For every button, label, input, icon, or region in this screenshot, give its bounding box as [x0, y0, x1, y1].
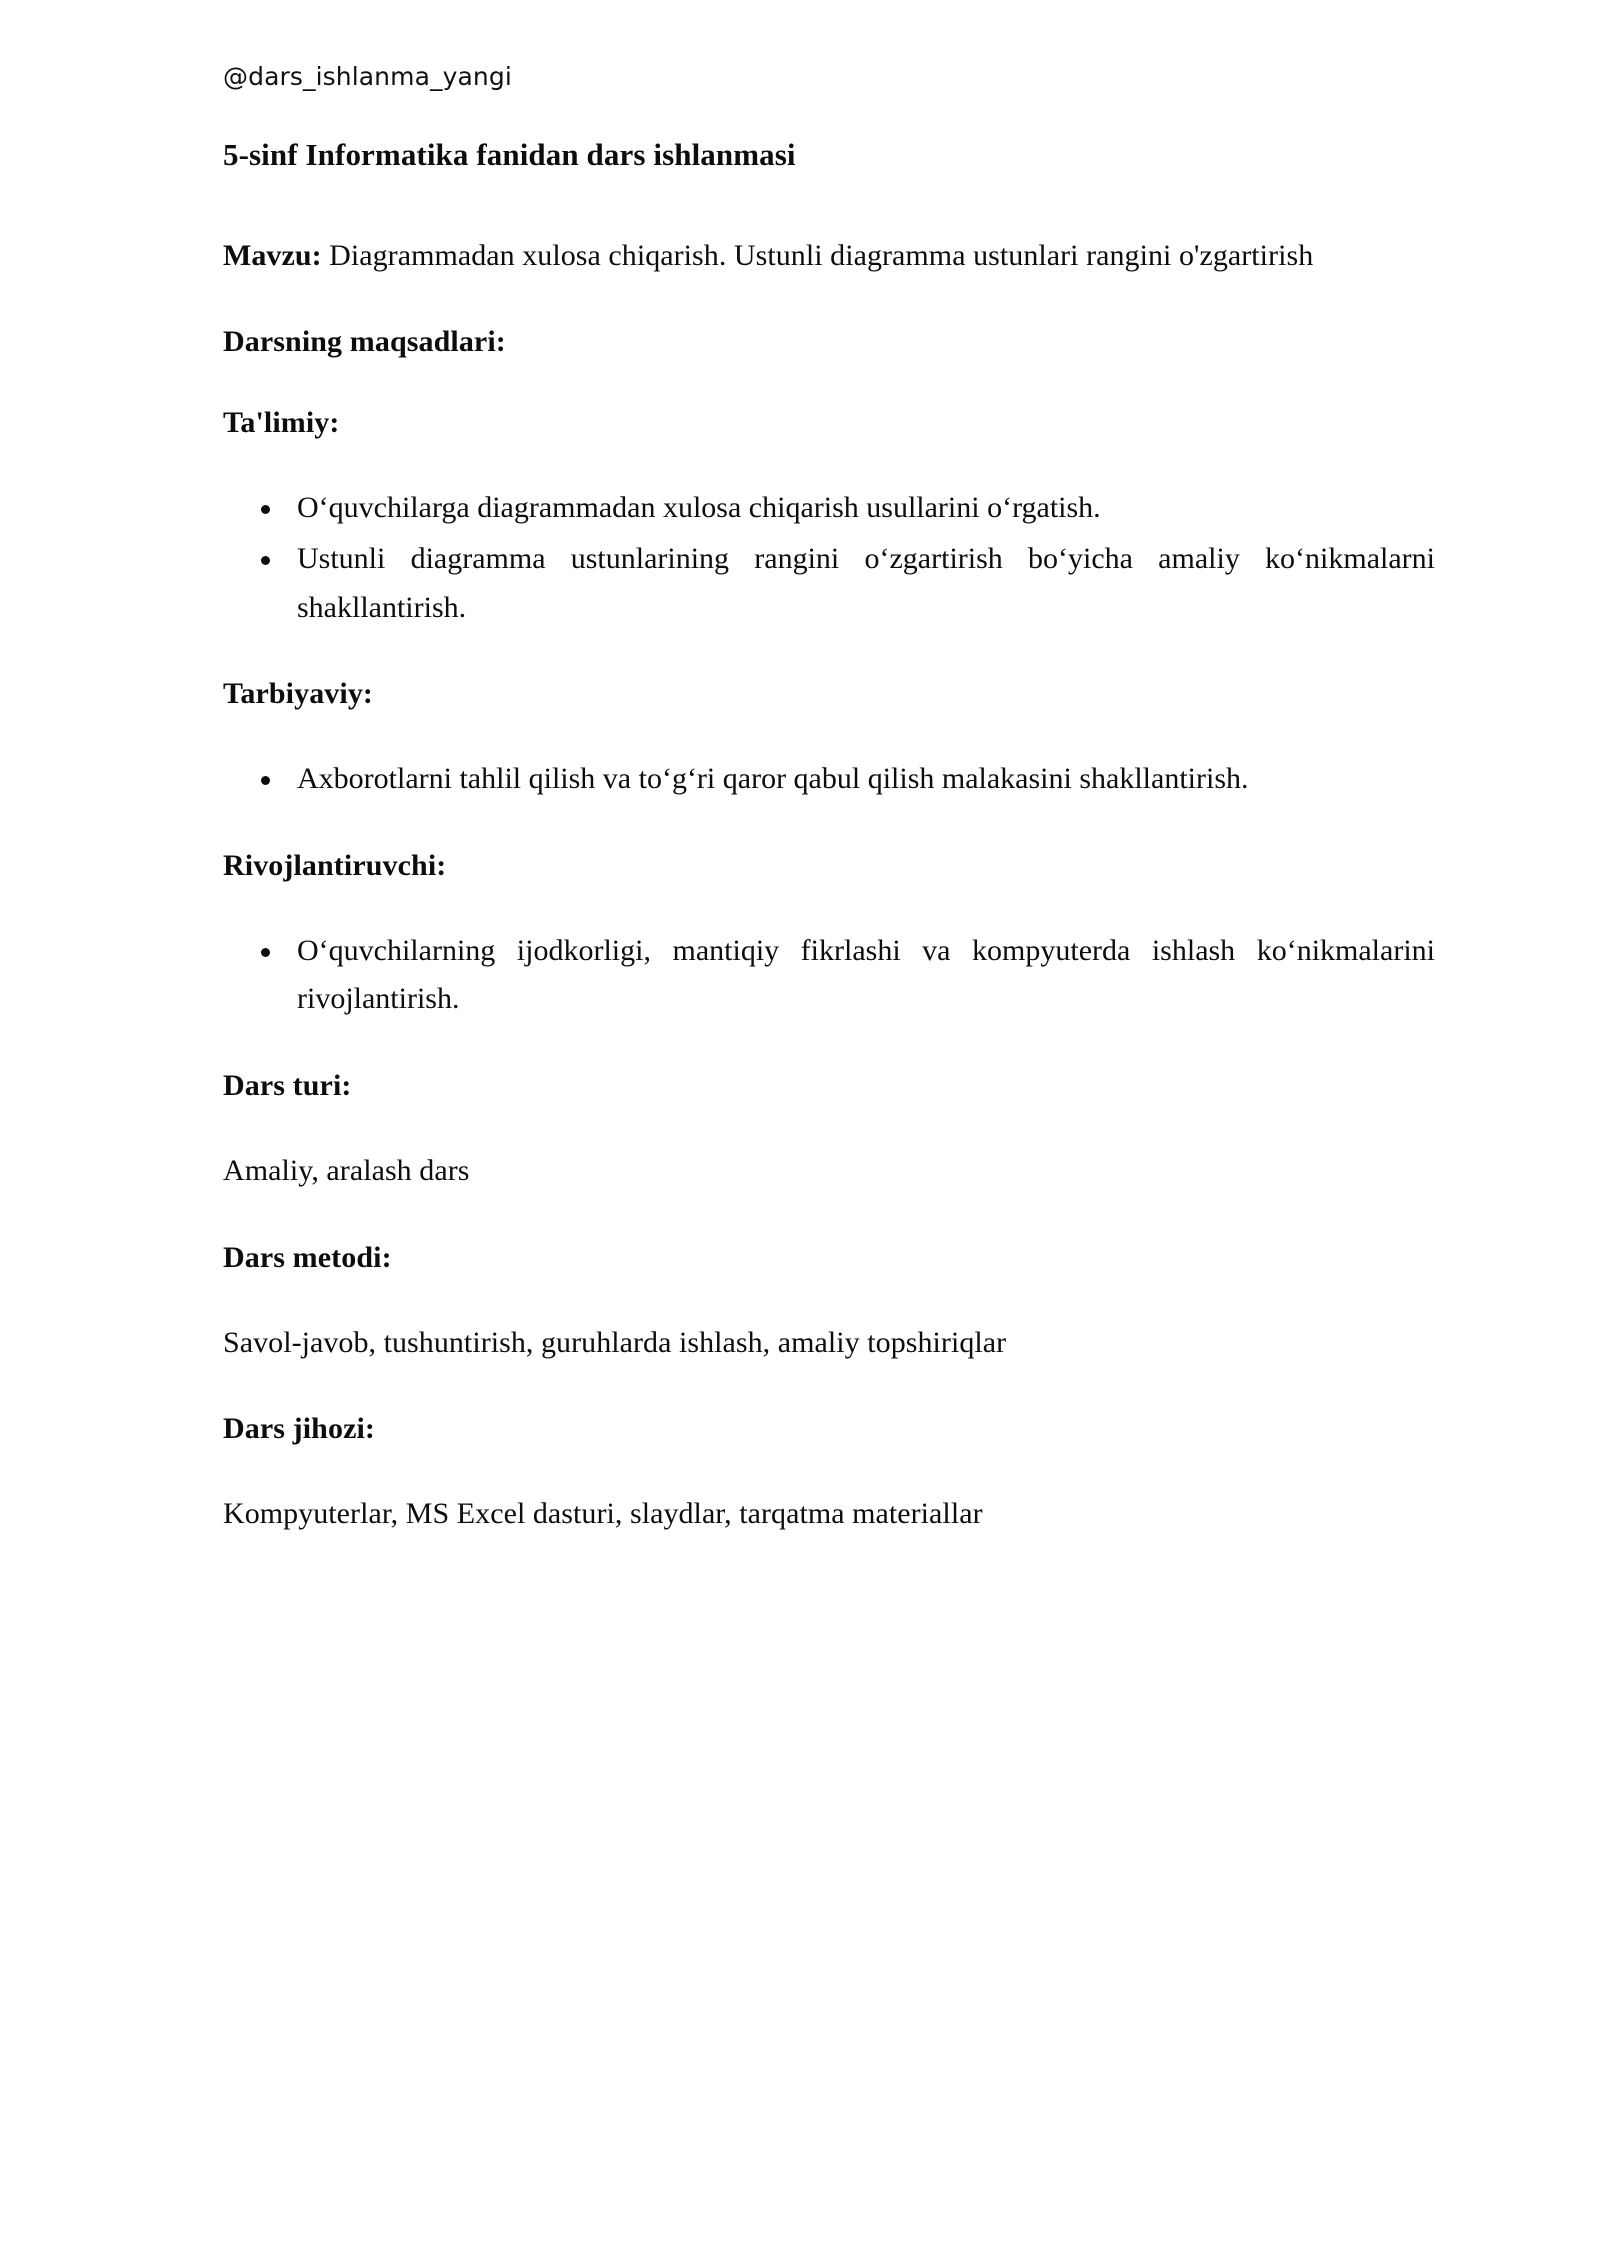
lesson-type-heading: Dars turi:	[223, 1068, 352, 1102]
lesson-method-value: Savol-javob, tushuntirish, guruhlarda ishlash, amaliy topshiriqlar	[223, 1325, 1007, 1359]
lesson-type-value: Amaliy, aralash dars	[223, 1153, 470, 1187]
lesson-equipment-value: Kompyuterlar, MS Excel dasturi, slaydlar, tarqatma materiallar	[223, 1497, 983, 1531]
bullet-icon	[261, 556, 270, 565]
developmental-list	[223, 927, 1435, 1024]
developmental-heading: Rivojlantiruvchi:	[223, 848, 447, 882]
list-item-text: Axborotlarni tahlil qilish va to‘g‘ri qaror qabul qilish malakasini shakllantirish.	[297, 762, 1249, 796]
lesson-equipment-heading: Dars jihozi:	[223, 1412, 376, 1446]
bullet-icon	[261, 948, 270, 957]
upbringing-heading: Tarbiyaviy:	[223, 677, 374, 711]
document-content	[165, 62, 1435, 1539]
educational-list	[223, 484, 1435, 632]
bullet-icon	[261, 505, 270, 514]
list-item-text: O‘quvchilarga diagrammadan xulosa chiqarish usullarini o‘rgatish.	[297, 491, 1101, 525]
bullet-icon	[261, 776, 270, 785]
list-item-text: Ustunli diagramma ustunlarining rangini o‘zgartirish bo‘yicha amaliy ko‘nikmalarni shakllantirish.	[297, 541, 1435, 624]
lesson-method-heading: Dars metodi:	[223, 1240, 392, 1274]
upbringing-list	[223, 755, 1435, 804]
list-item	[223, 927, 1435, 1024]
page-title: 5-sinf Informatika fanidan dars ishlanmasi	[223, 137, 796, 172]
list-item	[223, 535, 1435, 632]
list-item-text: O‘quvchilarning ijodkorligi, mantiqiy fikrlashi va kompyuterda ishlash ko‘nikmalarini rivojlantirish.	[297, 933, 1435, 1016]
channel-handle: @dars_ishlanma_yangi	[223, 62, 512, 91]
objectives-heading: Darsning maqsadlari:	[223, 325, 506, 359]
list-item	[223, 484, 1435, 533]
topic-label: Mavzu:	[223, 238, 322, 272]
topic-text: Diagrammadan xulosa chiqarish. Ustunli diagramma ustunlari rangini o'zgartirish	[321, 238, 1314, 272]
educational-heading: Ta'limiy:	[223, 406, 340, 440]
list-item	[223, 755, 1435, 804]
topic-paragraph	[223, 232, 1435, 281]
